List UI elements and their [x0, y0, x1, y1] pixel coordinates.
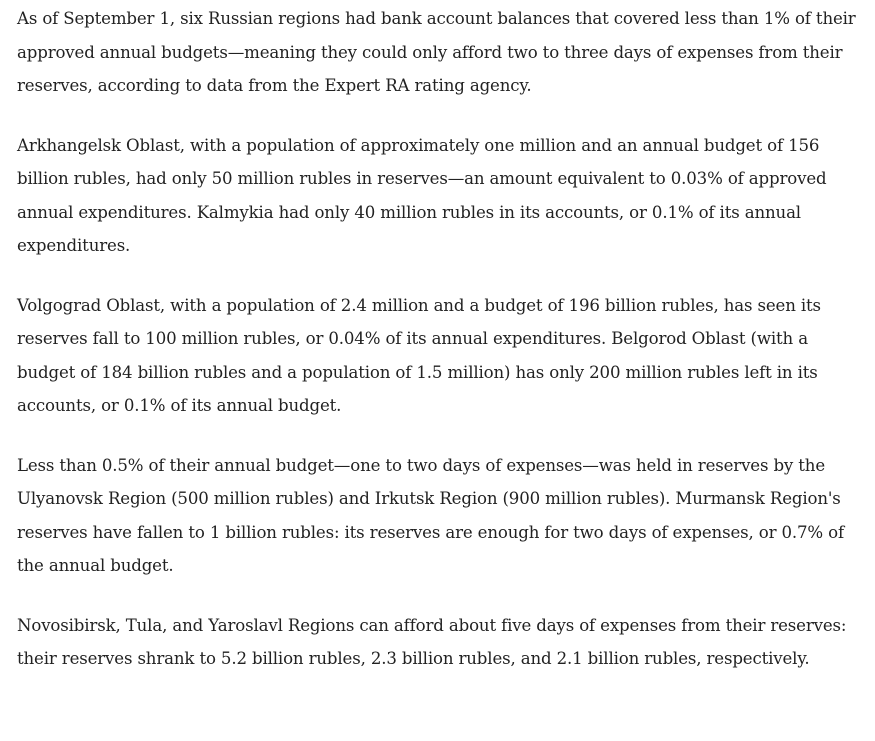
paragraph-novosibirsk-tula-yaroslavl: Novosibirsk, Tula, and Yaroslavl Regions can afford about five days of expenses from their reserves: their reserves shrank to 5.2 billion rubles, 2.3 billion rubles, and 2.1 billion rubles, respectively. — [17, 615, 847, 668]
paragraph-arkhangelsk-kalmykia: Arkhangelsk Oblast, with a population of approximately one million and an annual budget of 156 billion rubles, had only 50 million rubles in reserves—an amount equivalent to 0.03% of approved annual expenditures. Kalmykia had only 40 million rubles in its accounts, or 0.1% of its annual expenditures. — [17, 135, 827, 255]
paragraph-ulyanovsk-irkutsk-murmansk: Less than 0.5% of their annual budget—one to two days of expenses—was held in reserves by the Ulyanovsk Region (500 million rubles) and Irkutsk Region (900 million rubles). Murmansk Region's reserves have fallen to 1 billion rubles: its reserves are enough for two days of expenses, or 0.7% of the annual budget. — [17, 455, 844, 575]
paragraph-intro: As of September 1, six Russian regions had bank account balances that covered less than 1% of their approved annual budgets—meaning they could only afford two to three days of expenses from their reserves, according to data from the Expert RA rating agency. — [17, 9, 856, 95]
paragraph-volgograd-belgorod: Volgograd Oblast, with a population of 2.4 million and a budget of 196 billion rubles, has seen its reserves fall to 100 million rubles, or 0.04% of its annual expenditures. Belgorod Oblast (with a budget of 184 billion rubles and a population of 1.5 million) has only 200 million rubles left in its accounts, or 0.1% of its annual budget. — [17, 295, 821, 415]
